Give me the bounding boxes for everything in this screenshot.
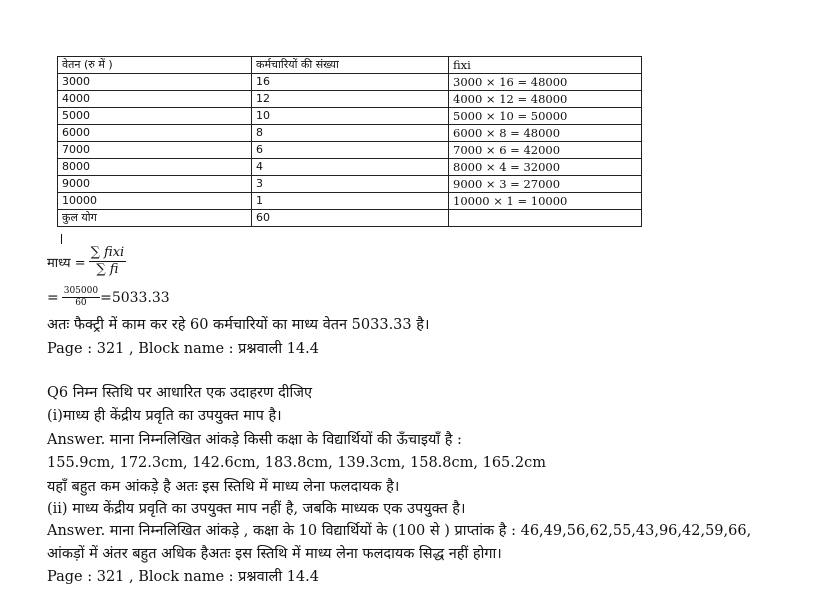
table-row [58, 159, 642, 176]
cell-salary: 8000 [58, 159, 252, 176]
table-row [58, 176, 642, 193]
page-reference: Page : 321 , Block name : प्रश्नवाली 14.4 [47, 569, 319, 585]
mean-numerator: ∑ fixi [90, 245, 125, 260]
table-row [58, 108, 642, 125]
answer-part-i: Answer. माना निम्नलिखित आंकड़े किसी कक्षा के विद्यार्थियों की ऊँचाइयाँ है : [47, 432, 462, 448]
cell-salary: 7000 [58, 142, 252, 159]
calc-fraction [62, 286, 100, 309]
cell-product: 8000 × 4 = 32000 [449, 159, 642, 176]
note-part-ii: आंकड़ों में अंतर बहुत अधिक हैअतः इस स्तिथि में माध्य लेना फलदायक सिद्ध नहीं होगा। [47, 546, 502, 562]
table-row [58, 74, 642, 91]
cell-count: 8 [252, 125, 449, 142]
table-row [58, 125, 642, 142]
cell-count: 1 [252, 193, 449, 210]
salary-table [57, 56, 642, 227]
header-cell-salary: वेतन (रु में ) [58, 57, 252, 74]
calc-prefix: = [47, 289, 59, 306]
cell-count: 12 [252, 91, 449, 108]
cell-product: 9000 × 3 = 27000 [449, 176, 642, 193]
heights-data: 155.9cm, 172.3cm, 142.6cm, 183.8cm, 139.3cm, 158.8cm, 165.2cm [47, 455, 546, 471]
table-row [58, 142, 642, 159]
text-cursor [61, 234, 62, 244]
cell-count: 3 [252, 176, 449, 193]
cell-product: 5000 × 10 = 50000 [449, 108, 642, 125]
mean-fraction [89, 245, 127, 278]
question-6-part-i: (i)माध्य ही केंद्रीय प्रवृति का उपयुक्त माप है। [47, 408, 282, 424]
mean-label: माध्य = [47, 255, 86, 271]
cell-product: 4000 × 12 = 48000 [449, 91, 642, 108]
calc-numerator: 305000 [63, 286, 99, 296]
table-row [58, 193, 642, 210]
cell-salary: 3000 [58, 74, 252, 91]
cell-salary: 9000 [58, 176, 252, 193]
cell-count: 10 [252, 108, 449, 125]
cell-salary: 10000 [58, 193, 252, 210]
cell-salary: 4000 [58, 91, 252, 108]
cell-count: 16 [252, 74, 449, 91]
answer-part-ii: Answer. माना निम्नलिखित आंकड़े , कक्षा के 10 विद्यार्थियों के (100 से ) प्राप्तांक है : 46,49,56,62,55,43,96,42,59,66, [47, 523, 752, 539]
calc-result: =5033.33 [100, 289, 170, 306]
cell-salary: 5000 [58, 108, 252, 125]
question-6-part-ii: (ii) माध्य केंद्रीय प्रवृति का उपयुक्त माप नहीं है, जबकि माध्यक एक उपयुक्त है। [47, 501, 466, 517]
mean-denominator: ∑ fi [96, 262, 119, 277]
header-cell-employees: कर्मचारियों की संख्या [252, 57, 449, 74]
page-reference: Page : 321 , Block name : प्रश्नवाली 14.4 [47, 341, 319, 357]
cell-salary: 6000 [58, 125, 252, 142]
mean-formula [47, 245, 126, 278]
cell-total-label: कुल योग [58, 210, 252, 227]
header-cell-fixi: fixi [449, 57, 642, 74]
calc-denominator: 60 [75, 298, 87, 308]
note-part-i: यहाँ बहुत कम आंकड़े है अतः इस स्तिथि में माध्य लेना फलदायक है। [47, 479, 400, 495]
cell-count: 6 [252, 142, 449, 159]
table-row [58, 91, 642, 108]
cell-total-empty [449, 210, 642, 227]
cell-product: 10000 × 1 = 10000 [449, 193, 642, 210]
question-6-heading: Q6 निम्न स्तिथि पर आधारित एक उदाहरण दीजिए [47, 385, 313, 401]
cell-product: 3000 × 16 = 48000 [449, 74, 642, 91]
conclusion-text: अतः फैक्ट्री में काम कर रहे 60 कर्मचारियों का माध्य वेतन 5033.33 है। [47, 317, 430, 333]
table-total-row [58, 210, 642, 227]
table-header-row [58, 57, 642, 74]
mean-calculation [47, 286, 170, 309]
cell-product: 6000 × 8 = 48000 [449, 125, 642, 142]
cell-product: 7000 × 6 = 42000 [449, 142, 642, 159]
cell-count: 4 [252, 159, 449, 176]
cell-total-count: 60 [252, 210, 449, 227]
